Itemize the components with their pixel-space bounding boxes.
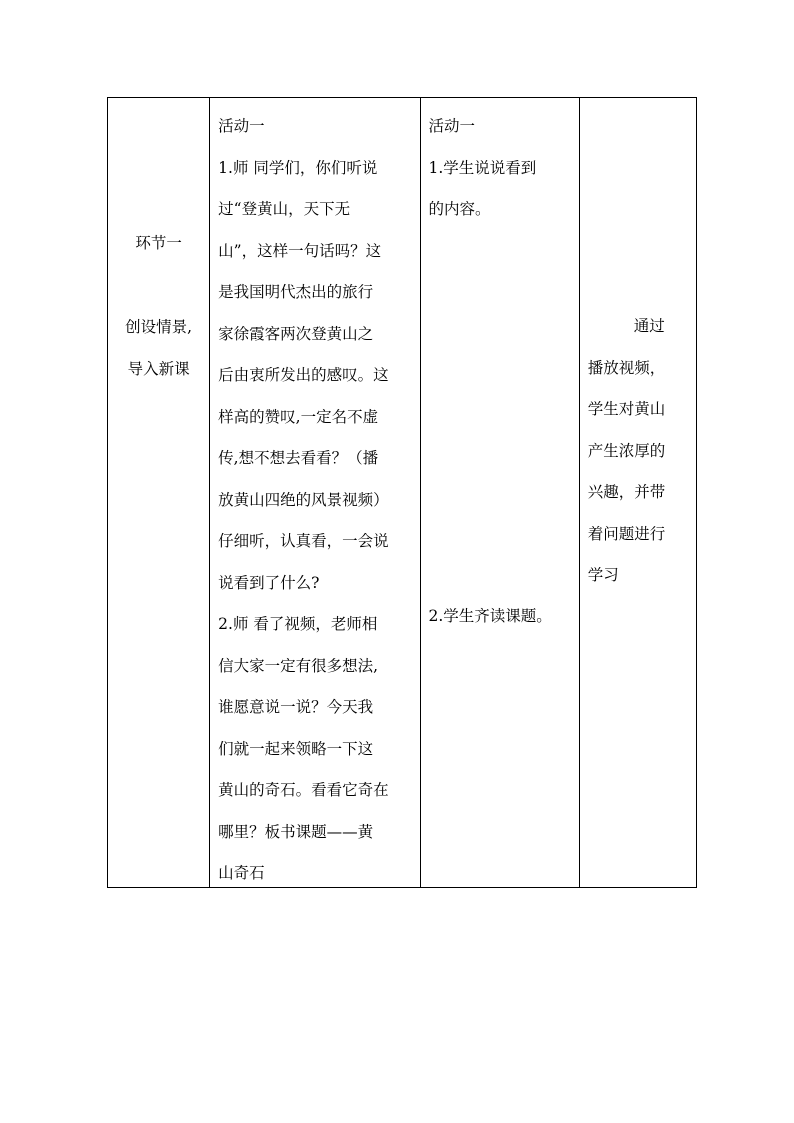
teacher-line: 传,想不想去看看？（播 [218, 449, 379, 467]
teacher-line: 1.师 同学们，你们听说 [218, 158, 378, 177]
intent-line: 播放视频， [587, 358, 666, 377]
teacher-activity-cell [210, 98, 420, 888]
teacher-line: 们就一起来领略一下这 [218, 739, 374, 758]
teacher-line: 谁愿意说一说？今天我 [218, 698, 374, 716]
teacher-line: 是我国明代杰出的旅行 [218, 283, 374, 301]
teacher-line: 山奇石 [218, 864, 265, 882]
intent-line: 学生对黄山 [587, 400, 666, 418]
student-activity-cell [420, 98, 579, 888]
intent-line: 兴趣，并带 [587, 483, 666, 501]
student-line: 1.学生说说看到 [428, 158, 537, 177]
teacher-line: 后由衷所发出的感叹。这 [218, 366, 389, 384]
teacher-line: 山”，这样一句话吗？这 [218, 241, 382, 260]
stage-title-line-2: 导入新课 [127, 360, 190, 378]
teacher-activity-text [218, 106, 415, 895]
teacher-line: 放黄山四绝的风景视频） [218, 490, 389, 509]
teacher-line: 活动一 [218, 117, 265, 135]
teacher-line: 黄山的奇石。看看它奇在 [218, 781, 389, 799]
intent-line: 通过 [633, 317, 665, 335]
design-intent-text [588, 306, 694, 597]
student-line: 的内容。 [428, 200, 491, 218]
teacher-line: 家徐霞客两次登黄山之 [218, 324, 374, 343]
intent-line: 学习 [587, 566, 619, 584]
teacher-line: 说看到了什么? [218, 573, 320, 592]
student-activity-text-2 [429, 596, 575, 638]
lesson-plan-table [107, 97, 697, 888]
stage-cell [108, 98, 210, 888]
student-activity-text-1 [429, 106, 575, 231]
teacher-line: 样高的赞叹,一定名不虚 [218, 407, 379, 426]
design-intent-cell [579, 98, 696, 888]
teacher-line: 过“登黄山，天下无 [218, 200, 351, 218]
student-line: 活动一 [428, 117, 476, 135]
intent-line: 产生浓厚的 [587, 441, 666, 460]
stage-number: 环节一 [135, 234, 182, 252]
intent-line: 着问题进行 [587, 524, 666, 543]
teacher-line: 哪里？板书课题——黄 [218, 822, 374, 841]
teacher-line: 仔细听，认真看，一会说 [218, 532, 389, 550]
teacher-line: 信大家一定有很多想法, [218, 656, 379, 675]
stage-title-line-1: 创设情景, [125, 318, 193, 336]
table-row [108, 98, 697, 888]
student-line: 2.学生齐读课题。 [428, 607, 552, 625]
teacher-line: 2.师 看了视频，老师相 [218, 615, 378, 633]
